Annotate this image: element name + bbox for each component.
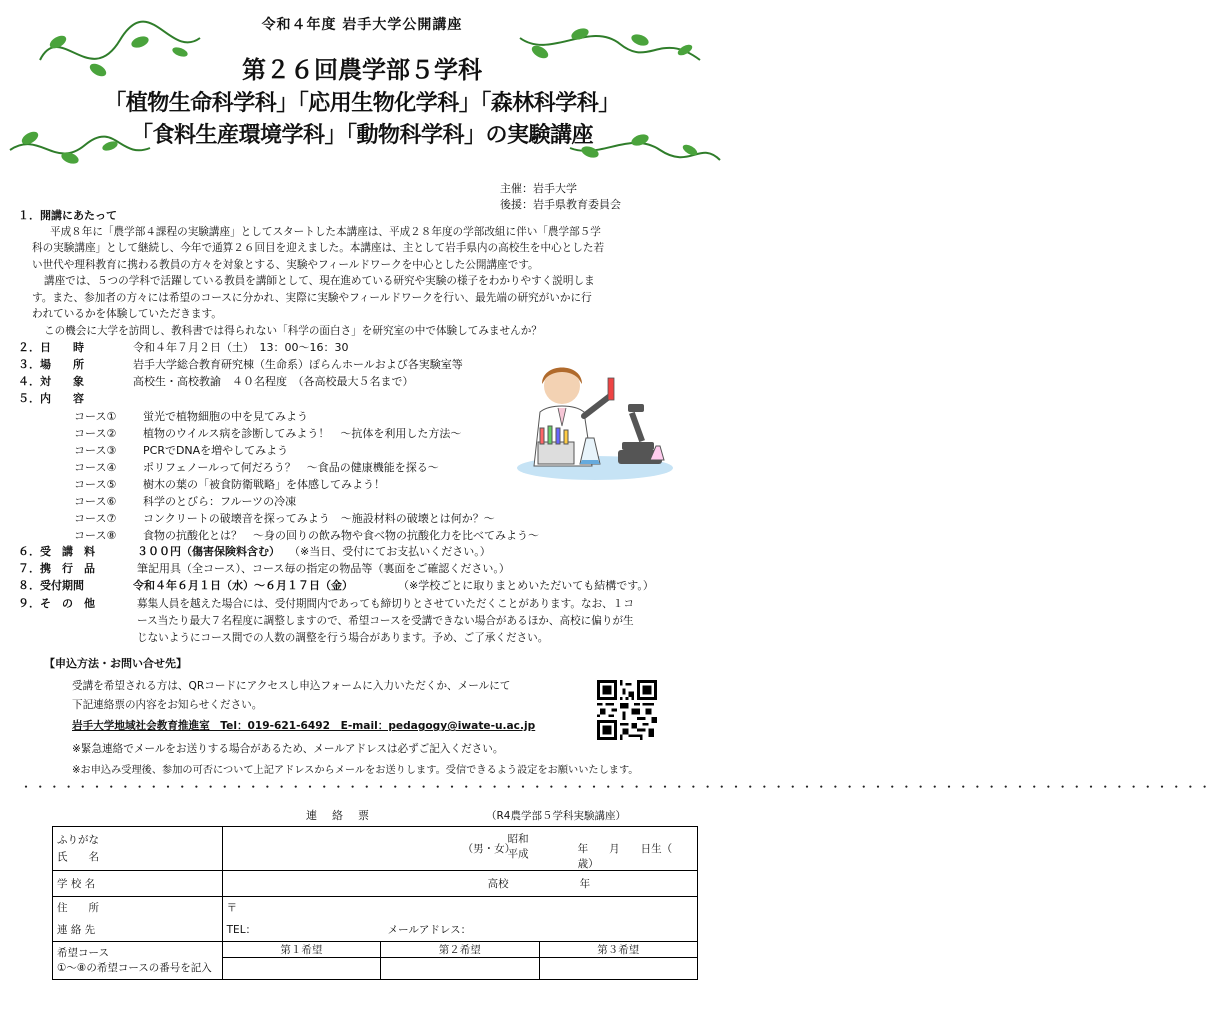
period-note: （※学校ごとに取りまとめいただいても結構です。） (398, 579, 654, 592)
wish2-input[interactable] (381, 958, 539, 980)
address-label: 住 所 (57, 902, 99, 914)
contact-form (52, 826, 698, 980)
content-label: ５．内 容 (18, 392, 84, 405)
course-number: コース⑦ (74, 512, 117, 525)
course-title: 食物の抗酸化とは？ ～身の回りの飲み物や食べ物の抗酸化力を比べてみよう～ (143, 529, 539, 542)
event-subtitle: 令和４年度 岩手大学公開講座 (261, 17, 463, 33)
wish3-input[interactable] (539, 958, 697, 980)
title-line-2: 「植物生命科学科」「応用生物化学科」「森林科学科」 (104, 91, 620, 116)
section1-heading: １．開講にあたって (18, 209, 117, 222)
intro-line: す。また、参加者の方々には希望のコースに分かれ、実際に実験やフィールドワークを行い、最先端の研究がいかに行 (32, 292, 592, 304)
intro-line: 講座では、５つの学科で活躍している教員を講師として、現在進めている研究や実験の様子をわかりやすく説明しま (44, 275, 595, 287)
tel-field[interactable]: TEL： (226, 924, 257, 936)
course-number: コース② (74, 427, 117, 440)
note-reply: ※お申込み受理後、参加の可否について上記アドレスからメールをお送りします。受信できるよう設定をお願いいたします。 (72, 765, 639, 776)
other-line: ース当たり最大７名程度に調整しますので、希望コースを受講できない場合があるほか、高校に偏りが生 (137, 615, 634, 627)
cut-line: ・・・・・・・・・・・・・・・・・・・・・・・・・・・・・・・・・・・・・・・・・・・・・・・・・・・・・・・・・・・・・・・・・・・・・・・・・・・・・・・・・・・・ (20, 780, 1213, 794)
course-title: PCRでDNAを増やしてみよう (143, 444, 289, 457)
wish-label-cell (53, 942, 223, 980)
place-label: ３．場 所 (18, 358, 84, 371)
scientist-illustration (510, 356, 680, 486)
fee-label: ６．受 講 料 (18, 545, 95, 558)
intro-line: われているかを体験していただきます。 (32, 308, 222, 320)
host-organizer: 主催：岩手大学 (500, 182, 577, 195)
other-label: ９．そ の 他 (18, 597, 95, 610)
postal-field[interactable]: 〒 (226, 902, 238, 914)
school-suffix: 高校 (487, 878, 509, 890)
contact-info[interactable]: 岩手大学地域社会教育推進室 Tel：019-621-6492 E-mail：pedagogy@iwate-u.ac.jp (72, 720, 536, 732)
target-label: ４．対 象 (18, 375, 84, 388)
support-organizer: 後援：岩手県教育委員会 (500, 198, 621, 211)
course-title: 植物のウイルス病を診断してみよう！ ～抗体を利用した方法～ (143, 427, 462, 440)
address-contact-input-cell[interactable] (222, 897, 697, 942)
name-input-cell[interactable] (222, 827, 697, 871)
date-label: ２．日 時 (18, 341, 84, 354)
address-contact-label-cell (53, 897, 223, 942)
furigana-label: ふりがな (57, 833, 99, 846)
wish2-header: 第２希望 (381, 942, 539, 958)
intro-line: 平成８年に「農学部４課程の実験講座」としてスタートした本講座は、平成２８年度の学部改組に伴い「農学部５学 (50, 226, 601, 238)
date-value: 令和４年７月２日（土） 13：00～16：30 (133, 341, 349, 354)
note-email: ※緊急連絡でメールをお送りする場合があるため、メールアドレスは必ずご記入ください。 (72, 743, 504, 755)
period-value: 令和４年６月１日（水）～６月１７日（金） (133, 579, 353, 592)
bring-value: 筆記用具（全コース）、コース毎の指定の物品等（裏面をご確認ください。） (137, 562, 510, 575)
gender-field[interactable]: （男・女） (462, 843, 516, 855)
email-field[interactable]: メールアドレス： (387, 924, 472, 936)
grade-suffix: 年 (579, 878, 591, 890)
school-label: 学 校 名 (53, 871, 223, 897)
era-heisei: 平成 (507, 848, 529, 860)
period-label: ８．受付期間 (18, 579, 84, 592)
intro-line: い世代や理科教育に携わる教員の方々を対象とする、実験やフィールドワークを中心とした公開講座です。 (32, 259, 539, 271)
contact-label: 連 絡 先 (57, 924, 96, 936)
wish-note: ①～⑧の希望コースの番号を記入 (57, 961, 212, 974)
name-label-cell (53, 827, 223, 871)
era-field[interactable] (508, 832, 529, 862)
course-number: コース⑥ (74, 495, 117, 508)
course-title: ポリフェノールって何だろう？ ～食品の健康機能を探る～ (143, 461, 439, 474)
course-title: コンクリートの破壊音を探ってみよう ～施設材料の破壊とは何か？～ (143, 512, 495, 525)
intro-line: この機会に大学を訪問し、教科書では得られない「科学の面白さ」を研究室の中で体験してみませんか？ (44, 325, 542, 337)
course-title: 科学のとびら：フルーツの冷凍 (143, 495, 297, 508)
course-number: コース⑧ (74, 529, 117, 542)
fee-value: ３００円（傷害保険料含む） (137, 545, 280, 558)
apply-line: 受講を希望される方は、QRコードにアクセスし申込フォームに入力いただくか、メールにて (72, 680, 511, 692)
birth-field[interactable]: 年 月 日生（ 歳） (577, 843, 694, 870)
apply-line: 下記連絡票の内容をお知らせください。 (72, 699, 263, 711)
place-value: 岩手大学総合教育研究棟（生命系）ぽらんホールおよび各実験室等 (133, 358, 463, 371)
target-value: 高校生・高校教諭 ４０名程度 （各高校最大５名まで） (133, 375, 414, 388)
form-title: 連 絡 票 (306, 809, 371, 822)
school-input-cell[interactable] (222, 871, 697, 897)
course-title: 樹木の葉の「被食防衛戦略」を体感してみよう！ (143, 478, 385, 491)
wish1-header: 第１希望 (222, 942, 380, 958)
form-subtitle: （R4農学部５学科実験講座） (486, 810, 626, 822)
course-number: コース① (74, 410, 117, 423)
course-title: 蛍光で植物細胞の中を見てみよう (143, 410, 308, 423)
fee-note: （※当日、受付にてお支払いください。） (289, 545, 491, 558)
wish3-header: 第３希望 (539, 942, 697, 958)
qr-code[interactable] (597, 680, 657, 740)
wish1-input[interactable] (222, 958, 380, 980)
name-label: 氏 名 (57, 850, 99, 863)
era-showa: 昭和 (507, 833, 529, 845)
title-line-3: 「食料生産環境学科」「動物科学科」の実験講座 (130, 123, 593, 148)
other-line: 募集人員を越えた場合には、受付期間内であっても締切りとさせていただくことがあります。なお、１コ (137, 598, 634, 610)
bring-label: ７．携 行 品 (18, 562, 95, 575)
other-line: じないようにコース間での人数の調整を行う場合があります。予め、ご了承ください。 (137, 632, 549, 644)
wish-label: 希望コース (57, 946, 109, 959)
course-number: コース④ (74, 461, 117, 474)
page-title: 第２６回農学部５学科 (242, 56, 482, 84)
apply-heading: 【申込方法・お問い合せ先】 (44, 657, 187, 670)
intro-line: 科の実験講座」として継続し、今年で通算２６回目を迎えました。本講座は、主として岩手県内の高校生を中心とした若 (32, 242, 605, 254)
course-number: コース⑤ (74, 478, 117, 491)
course-number: コース③ (74, 444, 117, 457)
